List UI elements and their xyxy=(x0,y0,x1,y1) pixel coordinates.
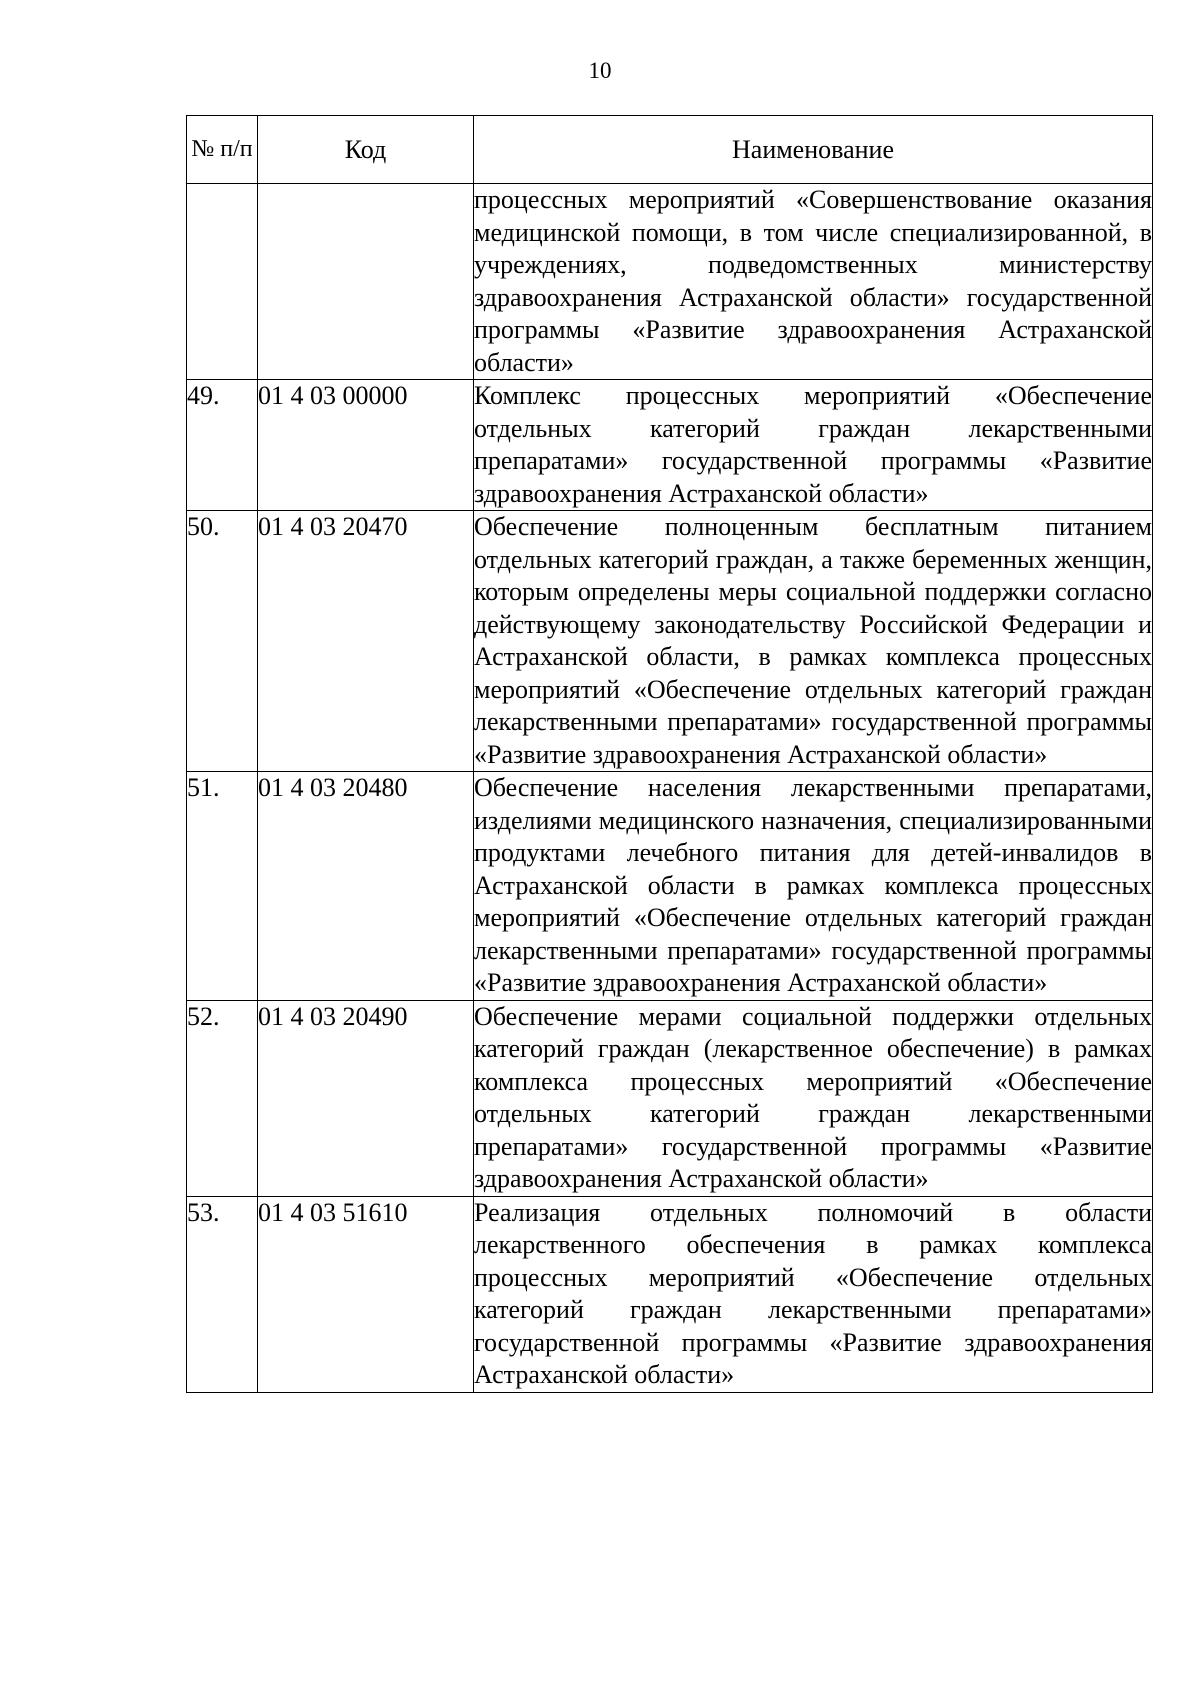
row-code xyxy=(258,184,474,380)
row-code: 01 4 03 20490 xyxy=(258,1000,474,1196)
row-code: 01 4 03 00000 xyxy=(258,380,474,511)
header-code: Код xyxy=(258,116,474,184)
row-number xyxy=(187,184,258,380)
row-name: Обеспечение населения лекарственными препаратами, изделиями медицинского назначения, специализированными продуктами лечебного питания для детей-инвалидов в Астраханской области в рамках комплекса процессных мероприятий «Обеспечение отдельных категорий граждан лекарственными препаратами» государственной программы «Развитие здравоохранения Астраханской области» xyxy=(474,772,1153,1001)
row-name: процессных мероприятий «Совершенствование оказания медицинской помощи, в том числе специализированной, в учреждениях, подведомственных министерству здравоохранения Астраханской области» государственной программы «Развитие здравоохранения Астраханской области» xyxy=(474,184,1153,380)
table-row xyxy=(187,380,1153,511)
row-name: Реализация отдельных полномочий в области лекарственного обеспечения в рамках комплекса процессных мероприятий «Обеспечение отдельных категорий граждан лекарственными препаратами» государственной программы «Развитие здравоохранения Астраханской области» xyxy=(474,1196,1153,1392)
row-name: Обеспечение мерами социальной поддержки отдельных категорий граждан (лекарственное обеспечение) в рамках комплекса процессных мероприятий «Обеспечение отдельных категорий граждан лекарственными препаратами» государственной программы «Развитие здравоохранения Астраханской области» xyxy=(474,1000,1153,1196)
table-row xyxy=(187,1000,1153,1196)
budget-classification-table xyxy=(186,115,1153,1393)
row-code: 01 4 03 20470 xyxy=(258,511,474,772)
header-name: Наименование xyxy=(474,116,1153,184)
table-row xyxy=(187,511,1153,772)
table-row xyxy=(187,1196,1153,1392)
header-number: № п/п xyxy=(187,116,258,184)
row-number: 51. xyxy=(187,772,258,1001)
table-header-row xyxy=(187,116,1153,184)
row-number: 50. xyxy=(187,511,258,772)
table-row xyxy=(187,184,1153,380)
row-code: 01 4 03 20480 xyxy=(258,772,474,1001)
row-number: 49. xyxy=(187,380,258,511)
table-row xyxy=(187,772,1153,1001)
row-number: 52. xyxy=(187,1000,258,1196)
row-number: 53. xyxy=(187,1196,258,1392)
page-number: 10 xyxy=(588,58,612,83)
row-code: 01 4 03 51610 xyxy=(258,1196,474,1392)
row-name: Комплекс процессных мероприятий «Обеспечение отдельных категорий граждан лекарственными препаратами» государственной программы «Развитие здравоохранения Астраханской области» xyxy=(474,380,1153,511)
row-name: Обеспечение полноценным бесплатным питанием отдельных категорий граждан, а также беременных женщин, которым определены меры социальной поддержки согласно действующему законодательству Российской Федерации и Астраханской области, в рамках комплекса процессных мероприятий «Обеспечение отдельных категорий граждан лекарственными препаратами» государственной программы «Развитие здравоохранения Астраханской области» xyxy=(474,511,1153,772)
